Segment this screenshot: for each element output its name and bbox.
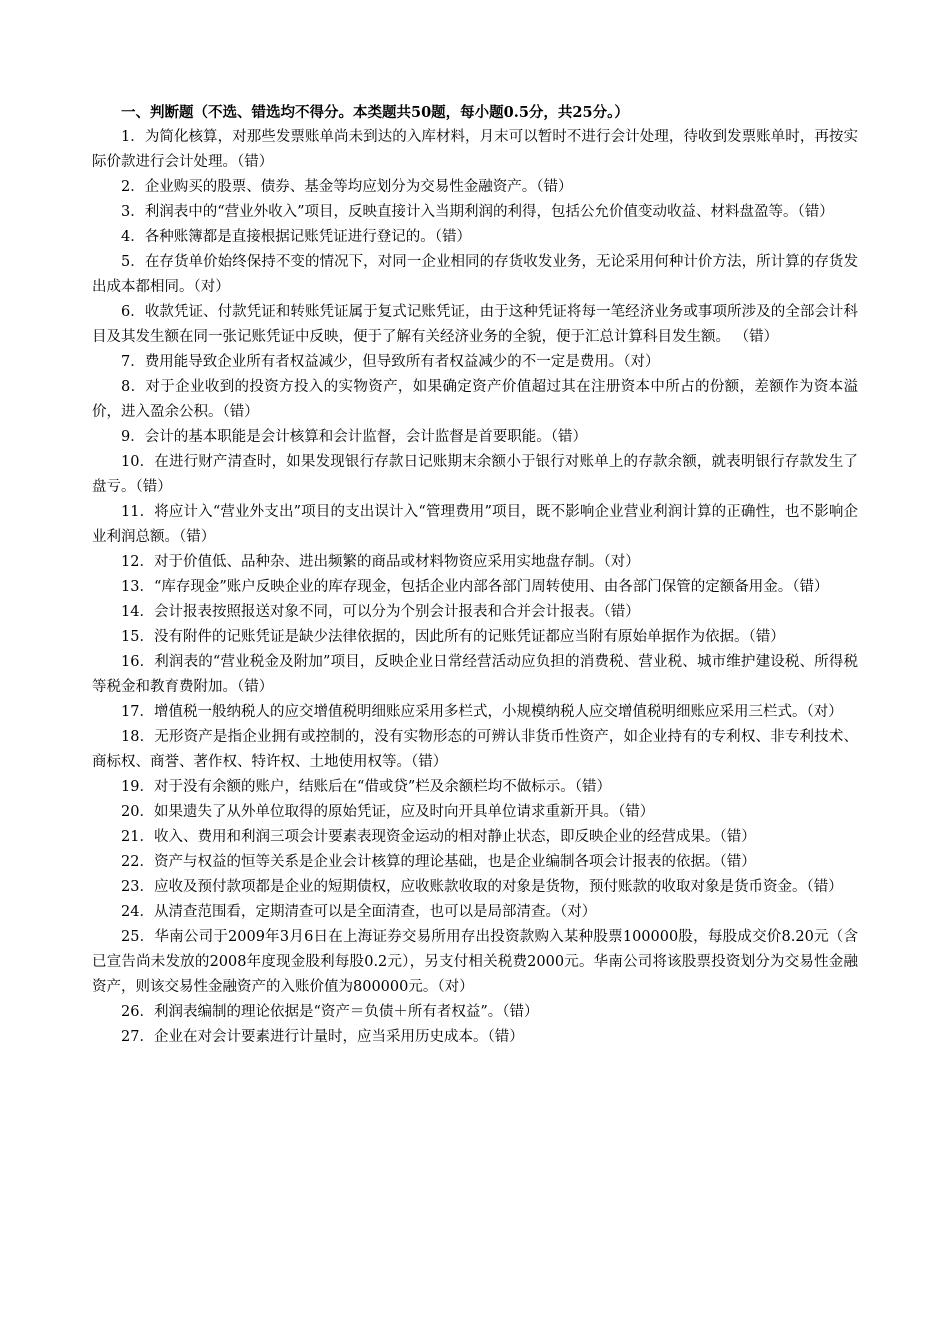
question-item: 24．从清查范围看，定期清查可以是全面清查，也可以是局部清查。（对） xyxy=(121,904,597,920)
question-item: 25．华南公司于2009年3月6日在上海证券交易所用存出投资款购入某种股票100000股，每股成交价8.20元（含已宣告尚未发放的2008年度现金股利每股0.2元），另支付相关税费2000元。华南公司将该股票投资划分为交易性金融资产，则该交易性金融资产的入账价值为800000元。（对） xyxy=(92,929,858,995)
question-item: 9．会计的基本职能是会计核算和会计监督，会计监督是首要职能。（错） xyxy=(121,429,587,445)
question-item: 3．利润表中的“营业外收入”项目，反映直接计入当期利润的利得，包括公允价值变动收益、材料盘盈等。（错） xyxy=(121,204,834,220)
question-item: 26．利润表编制的理论依据是“资产＝负债＋所有者权益”。（错） xyxy=(121,1004,539,1020)
question-item: 10．在进行财产清查时，如果发现银行存款日记账期末余额小于银行对账单上的存款余额，就表明银行存款发生了盘亏。（错） xyxy=(92,454,858,495)
question-item: 13．“库存现金”账户反映企业的库存现金，包括企业内部各部门周转使用、由各部门保管的定额备用金。（错） xyxy=(121,579,829,595)
question-item: 20．如果遗失了从外单位取得的原始凭证，应及时向开具单位请求重新开具。（错） xyxy=(121,804,655,820)
question-item: 1．为简化核算，对那些发票账单尚未到达的入库材料，月末可以暂时不进行会计处理，待收到发票账单时，再按实际价款进行会计处理。（错） xyxy=(92,129,858,170)
section-heading: 一、判断题（不选、错选均不得分。本类题共50题，每小题0.5分，共25分。） xyxy=(121,104,629,121)
question-item: 12．对于价值低、品种杂、进出频繁的商品或材料物资应采用实地盘存制。（对） xyxy=(121,554,640,570)
question-item: 18．无形资产是指企业拥有或控制的，没有实物形态的可辨认非货币性资产，如企业持有的专利权、非专利技术、商标权、商誉、著作权、特许权、土地使用权等。（错） xyxy=(92,729,858,770)
question-item: 15．没有附件的记账凭证是缺少法律依据的，因此所有的记账凭证都应当附有原始单据作为依据。（错） xyxy=(121,629,785,645)
question-item: 23．应收及预付款项都是企业的短期债权，应收账款收取的对象是货物，预付账款的收取对象是货币资金。（错） xyxy=(121,879,843,895)
question-item: 14．会计报表按照报送对象不同，可以分为个别会计报表和合并会计报表。（错） xyxy=(121,604,640,620)
question-item: 4．各种账簿都是直接根据记账凭证进行登记的。（错） xyxy=(121,229,471,245)
question-list xyxy=(92,125,858,1050)
question-item: 27．企业在对会计要素进行计量时，应当采用历史成本。（错） xyxy=(121,1029,524,1045)
question-item: 22．资产与权益的恒等关系是企业会计核算的理论基础，也是企业编制各项会计报表的依据。（错） xyxy=(121,854,756,870)
question-item: 8．对于企业收到的投资方投入的实物资产，如果确定资产价值超过其在注册资本中所占的份额，差额作为资本溢价，进入盈余公积。（错） xyxy=(92,379,858,420)
question-item: 17．增值税一般纳税人的应交增值税明细账应采用多栏式，小规模纳税人应交增值税明细账应采用三栏式。（对） xyxy=(121,704,843,720)
question-item: 7．费用能导致企业所有者权益减少，但导致所有者权益减少的不一定是费用。（对） xyxy=(121,354,660,370)
question-item: 16．利润表的“营业税金及附加”项目，反映企业日常经营活动应负担的消费税、营业税、城市维护建设税、所得税等税金和教育费附加。（错） xyxy=(92,654,858,695)
question-item: 11．将应计入“营业外支出”项目的支出误计入“管理费用”项目，既不影响企业营业利润计算的正确性，也不影响企业利润总额。（错） xyxy=(92,504,858,545)
question-item: 5．在存货单价始终保持不变的情况下，对同一企业相同的存货收发业务，无论采用何种计价方法，所计算的存货发出成本都相同。（对） xyxy=(92,254,858,295)
question-item: 21．收入、费用和利润三项会计要素表现资金运动的相对静止状态，即反映企业的经营成果。（错） xyxy=(121,829,756,845)
question-item: 2．企业购买的股票、债券、基金等均应划分为交易性金融资产。（错） xyxy=(121,179,573,195)
question-item: 6．收款凭证、付款凭证和转账凭证属于复式记账凭证，由于这种凭证将每一笔经济业务或事项所涉及的全部会计科目及其发生额在同一张记账凭证中反映，便于了解有关经济业务的全貌，便于汇总计算科目发生额。 （错） xyxy=(92,304,858,345)
question-item: 19．对于没有余额的账户，结账后在“借或贷”栏及余额栏均不做标示。（错） xyxy=(121,779,612,795)
